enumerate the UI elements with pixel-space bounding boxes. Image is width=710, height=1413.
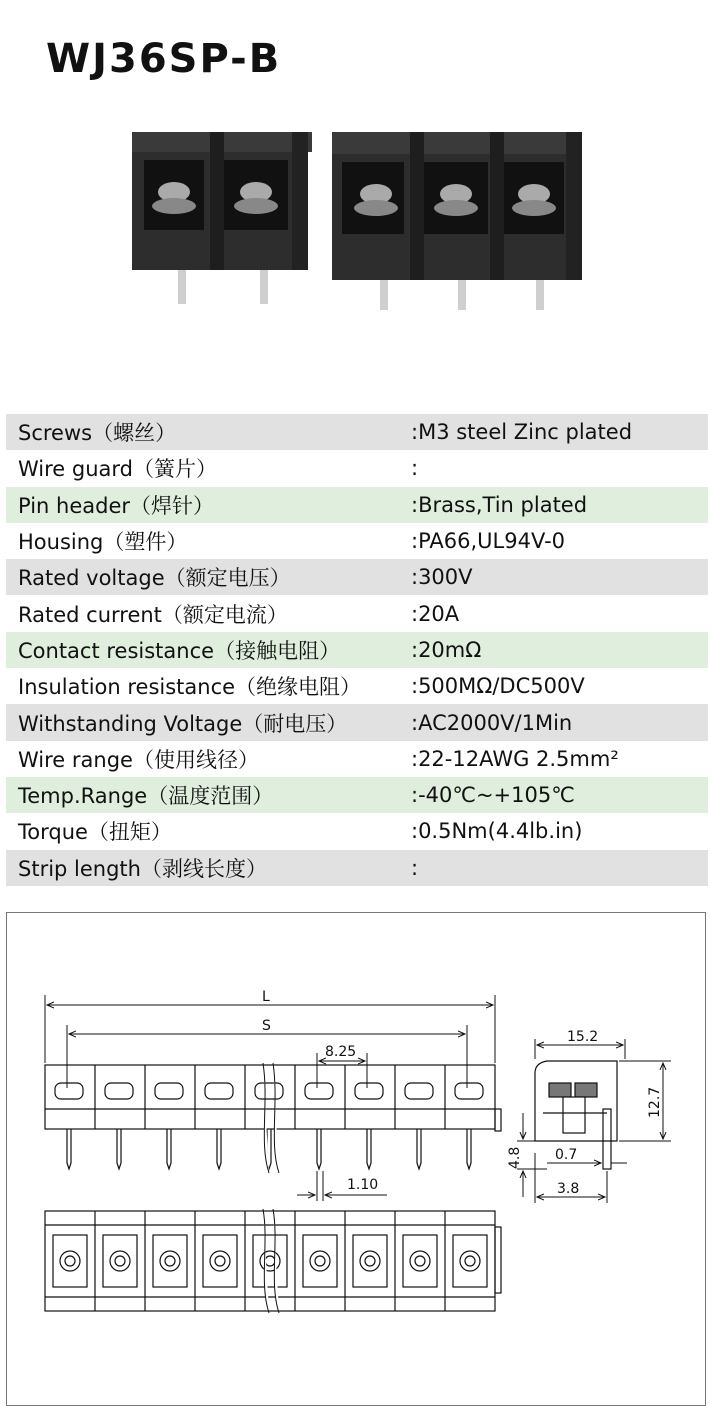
spec-value: : bbox=[411, 456, 419, 481]
dim-pitch-label: 8.25 bbox=[325, 1044, 357, 1060]
spec-row bbox=[6, 850, 708, 886]
product-photo bbox=[120, 120, 590, 330]
spec-row bbox=[6, 450, 708, 486]
spec-value: :22-12AWG 2.5mm² bbox=[411, 746, 619, 771]
spec-label: Wire guard（簧片） bbox=[18, 457, 218, 482]
spec-label: Housing（塑件） bbox=[18, 530, 188, 555]
spec-label: Insulation resistance（绝缘电阻） bbox=[18, 675, 362, 700]
spec-row bbox=[6, 559, 708, 595]
spec-value: :20A bbox=[411, 601, 460, 626]
spec-row bbox=[6, 487, 708, 523]
spec-row bbox=[6, 813, 708, 849]
front-view bbox=[45, 1065, 501, 1169]
spec-row bbox=[6, 414, 708, 450]
spec-label: Rated voltage（额定电压） bbox=[18, 566, 291, 591]
spec-value: : bbox=[411, 855, 419, 880]
spec-row bbox=[6, 632, 708, 668]
spec-row bbox=[6, 704, 708, 740]
spec-table bbox=[6, 414, 708, 886]
spec-label: Rated current（额定电流） bbox=[18, 602, 288, 627]
spec-label: Screws（螺丝） bbox=[18, 421, 177, 446]
spec-label: Withstanding Voltage（耐电压） bbox=[18, 711, 348, 736]
dim-height bbox=[619, 1061, 671, 1141]
spec-label: Wire range（使用线径） bbox=[18, 747, 259, 772]
spec-value: :0.5Nm(4.4lb.in) bbox=[411, 819, 583, 844]
spec-value: :AC2000V/1Min bbox=[411, 710, 573, 735]
dim-pin-position-label: 3.8 bbox=[557, 1181, 580, 1197]
spec-value: :Brass,Tin plated bbox=[411, 492, 588, 517]
spec-value: :PA66,UL94V-0 bbox=[411, 529, 566, 554]
dim-pin-length-label: 4.8 bbox=[507, 1146, 523, 1169]
spec-row bbox=[6, 523, 708, 559]
dim-S-label: S bbox=[262, 1018, 271, 1034]
spec-row bbox=[6, 741, 708, 777]
spec-label: Strip length（剥线长度） bbox=[18, 856, 267, 881]
three-pole-block bbox=[332, 132, 582, 310]
dim-height-label: 12.7 bbox=[647, 1086, 663, 1118]
bottom-view bbox=[45, 1211, 501, 1311]
dim-width-label: 15.2 bbox=[567, 1029, 599, 1045]
spec-row bbox=[6, 668, 708, 704]
spec-label: Pin header（焊针） bbox=[18, 493, 215, 518]
spec-row bbox=[6, 777, 708, 813]
dim-S bbox=[67, 1025, 467, 1088]
spec-value: :500MΩ/DC500V bbox=[411, 674, 585, 699]
dim-pin-offset-label: 0.7 bbox=[555, 1147, 578, 1163]
spec-value: :-40℃~+105℃ bbox=[411, 783, 575, 808]
spec-label: Torque（扭矩） bbox=[18, 820, 172, 845]
two-pole-block bbox=[132, 132, 312, 304]
spec-value: :300V bbox=[411, 565, 473, 590]
spec-value: :M3 steel Zinc plated bbox=[411, 420, 633, 445]
spec-value: :20mΩ bbox=[411, 637, 482, 662]
technical-drawing bbox=[6, 912, 706, 1406]
spec-row bbox=[6, 595, 708, 631]
dimension-drawing-svg bbox=[7, 913, 707, 1407]
product-title: WJ36SP-B bbox=[46, 36, 282, 82]
spec-label: Contact resistance（接触电阻） bbox=[18, 638, 341, 663]
dim-L-label: L bbox=[262, 989, 270, 1005]
dim-pin-label: 1.10 bbox=[347, 1177, 379, 1193]
spec-label: Temp.Range（温度范围） bbox=[18, 784, 274, 809]
